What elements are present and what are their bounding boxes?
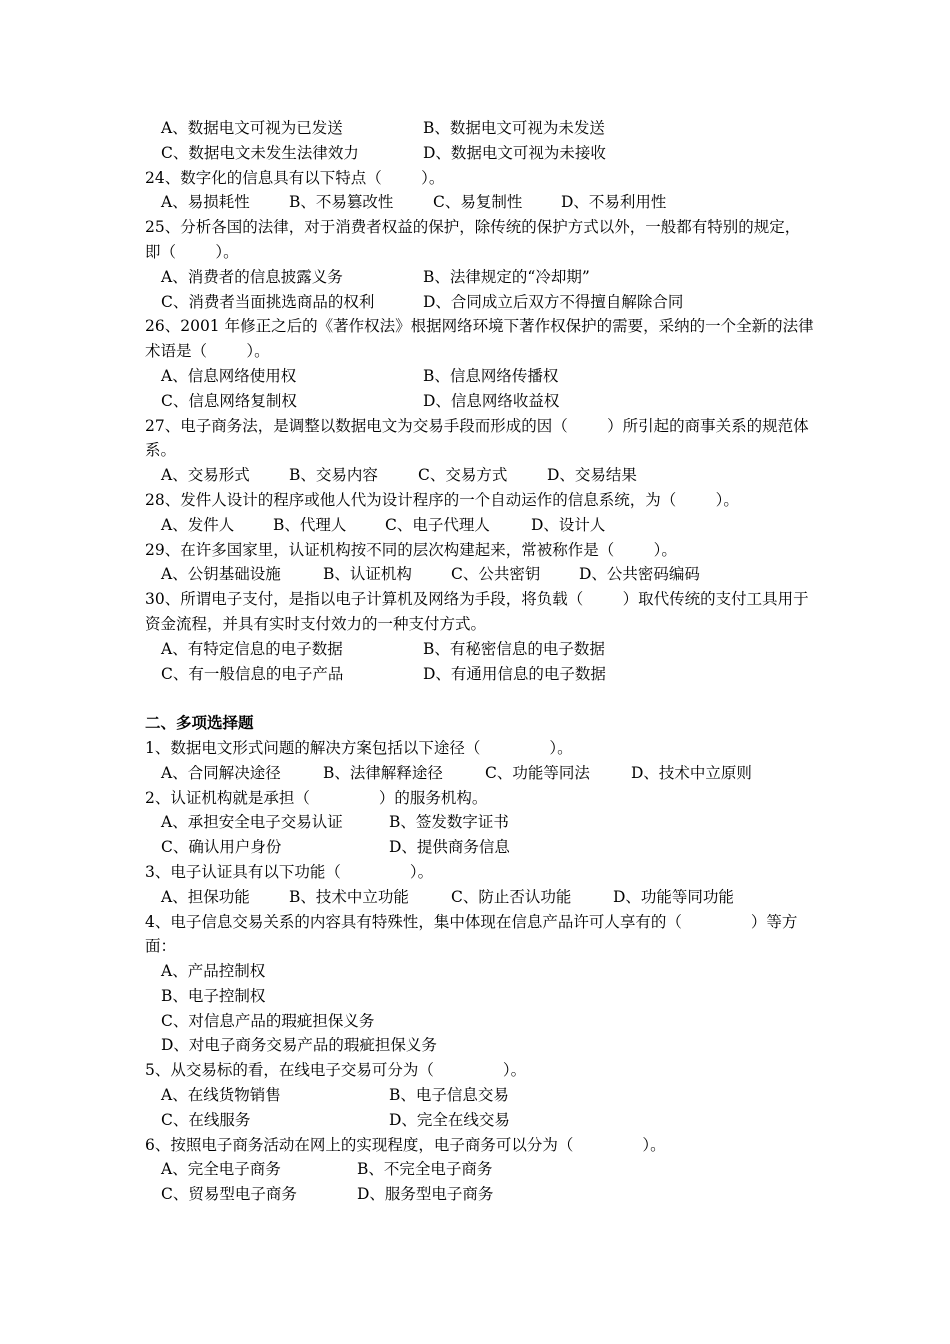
- answer-option: D、服务型电子商务: [357, 1185, 494, 1204]
- answer-option: C、信息网络复制权: [161, 391, 297, 410]
- answer-option: B、有秘密信息的电子数据: [423, 639, 605, 658]
- answer-option: D、设计人: [531, 515, 606, 534]
- option-row: [145, 265, 815, 290]
- answer-option: A、产品控制权: [161, 962, 266, 981]
- answer-option: B、认证机构: [323, 565, 412, 584]
- answer-option: A、有特定信息的电子数据: [161, 639, 343, 658]
- option-row: [145, 463, 815, 488]
- answer-option: B、信息网络传播权: [423, 366, 559, 385]
- question-stem: 27、电子商务法，是调整以数据电文为交易手段而形成的因（ ）所引起的商事关系的规范体系。: [145, 416, 809, 460]
- question-stem: 5、从交易标的看，在线电子交易可分为（ ）。: [145, 1061, 527, 1080]
- answer-option: C、在线服务: [161, 1110, 251, 1129]
- question-stem: 2、认证机构就是承担（ ）的服务机构。: [145, 788, 488, 807]
- answer-option: C、消费者当面挑选商品的权利: [161, 292, 375, 311]
- option-row: [145, 1009, 815, 1034]
- option-row: [145, 116, 815, 141]
- option-row: [145, 885, 815, 910]
- answer-option: A、公钥基础设施: [161, 565, 281, 584]
- question-stem: 6、按照电子商务活动在网上的实现程度，电子商务可以分为（ ）。: [145, 1135, 666, 1154]
- answer-option: B、不易篡改性: [289, 193, 394, 212]
- answer-option: A、在线货物销售: [161, 1086, 281, 1105]
- option-row: [145, 389, 815, 414]
- option-row: [145, 1157, 815, 1182]
- answer-option: C、公共密钥: [451, 565, 541, 584]
- option-row: [145, 1182, 815, 1207]
- answer-option: D、对电子商务交易产品的瑕疵担保义务: [161, 1036, 437, 1055]
- answer-option: B、签发数字证书: [389, 813, 509, 832]
- answer-option: B、法律规定的“冷却期”: [423, 267, 590, 286]
- answer-option: C、功能等同法: [485, 763, 590, 782]
- question-stem: 30、所谓电子支付，是指以电子计算机及网络为手段，将负载（ ）取代传统的支付工具用于资金流程，并具有实时支付效力的一种支付方式。: [145, 590, 809, 633]
- answer-option: B、不完全电子商务: [357, 1160, 493, 1179]
- answer-option: D、有通用信息的电子数据: [423, 664, 606, 683]
- question-stem: 29、在许多国家里，认证机构按不同的层次构建起来，常被称作是（ ）。: [145, 540, 677, 559]
- answer-option: C、电子代理人: [385, 515, 490, 534]
- answer-option: D、数据电文可视为未接收: [423, 143, 606, 162]
- answer-option: B、电子控制权: [161, 986, 266, 1005]
- answer-option: B、交易内容: [289, 466, 378, 485]
- section-heading: 二、多项选择题: [145, 713, 254, 733]
- answer-option: A、完全电子商务: [161, 1160, 281, 1179]
- answer-option: A、交易形式: [161, 466, 250, 485]
- option-row: [145, 1083, 815, 1108]
- option-row: [145, 513, 815, 538]
- answer-option: D、提供商务信息: [389, 838, 510, 857]
- answer-option: D、功能等同功能: [613, 887, 734, 906]
- option-row: [145, 1033, 815, 1058]
- answer-option: D、技术中立原则: [631, 763, 752, 782]
- option-row: [145, 835, 815, 860]
- option-row: [145, 562, 815, 587]
- answer-option: B、代理人: [273, 515, 347, 534]
- answer-option: C、防止否认功能: [451, 887, 572, 906]
- answer-option: B、技术中立功能: [289, 887, 409, 906]
- blank-line: [145, 686, 815, 711]
- answer-option: C、对信息产品的瑕疵担保义务: [161, 1011, 375, 1030]
- option-row: [145, 662, 815, 687]
- document-page: [145, 116, 815, 1207]
- question-stem: 4、电子信息交易关系的内容具有特殊性，集中体现在信息产品许可人享有的（ ）等方面：: [145, 912, 798, 956]
- option-row: [145, 1108, 815, 1133]
- answer-option: A、合同解决途径: [161, 763, 281, 782]
- answer-option: D、不易利用性: [561, 193, 667, 212]
- option-row: [145, 290, 815, 315]
- answer-option: B、数据电文可视为未发送: [423, 119, 605, 137]
- question-stem: 25、分析各国的法律，对于消费者权益的保护，除传统的保护方式以外，一般都有特别的规定，即（ ）。: [145, 218, 801, 261]
- answer-option: D、合同成立后双方不得擅自解除合同: [423, 292, 684, 311]
- answer-option: D、完全在线交易: [389, 1110, 510, 1129]
- answer-option: B、法律解释途径: [323, 763, 443, 782]
- answer-option: B、电子信息交易: [389, 1086, 509, 1105]
- answer-option: C、确认用户身份: [161, 838, 282, 857]
- answer-option: A、担保功能: [161, 887, 250, 906]
- answer-option: D、交易结果: [547, 466, 637, 485]
- option-row: [145, 637, 815, 662]
- option-row: [145, 364, 815, 389]
- option-row: [145, 190, 815, 215]
- option-row: [145, 810, 815, 835]
- answer-option: D、公共密码编码: [579, 565, 700, 584]
- answer-option: A、数据电文可视为已发送: [161, 119, 343, 137]
- option-row: [145, 761, 815, 786]
- question-stem: 28、发件人设计的程序或他人代为设计程序的一个自动运作的信息系统，为（ ）。: [145, 490, 739, 509]
- question-stem: 26、2001 年修正之后的《著作权法》根据网络环境下著作权保护的需要，采纳的一个全新的法律术语是（ ）。: [145, 317, 814, 361]
- answer-option: C、贸易型电子商务: [161, 1185, 297, 1204]
- answer-option: C、易复制性: [433, 193, 523, 212]
- answer-option: C、有一般信息的电子产品: [161, 664, 344, 683]
- answer-option: A、消费者的信息披露义务: [161, 267, 343, 286]
- question-stem: 24、数字化的信息具有以下特点（ ）。: [145, 168, 445, 187]
- question-stem: 1、数据电文形式问题的解决方案包括以下途径（ ）。: [145, 738, 573, 757]
- question-stem: 3、电子认证具有以下功能（ ）。: [145, 862, 434, 881]
- answer-option: A、易损耗性: [161, 193, 250, 212]
- answer-option: C、交易方式: [418, 466, 508, 485]
- option-row: [145, 141, 815, 166]
- answer-option: A、发件人: [161, 515, 235, 534]
- answer-option: A、承担安全电子交易认证: [161, 813, 343, 832]
- answer-option: C、数据电文未发生法律效力: [161, 143, 359, 162]
- answer-option: A、信息网络使用权: [161, 366, 297, 385]
- option-row: [145, 959, 815, 984]
- option-row: [145, 984, 815, 1009]
- answer-option: D、信息网络收益权: [423, 391, 560, 410]
